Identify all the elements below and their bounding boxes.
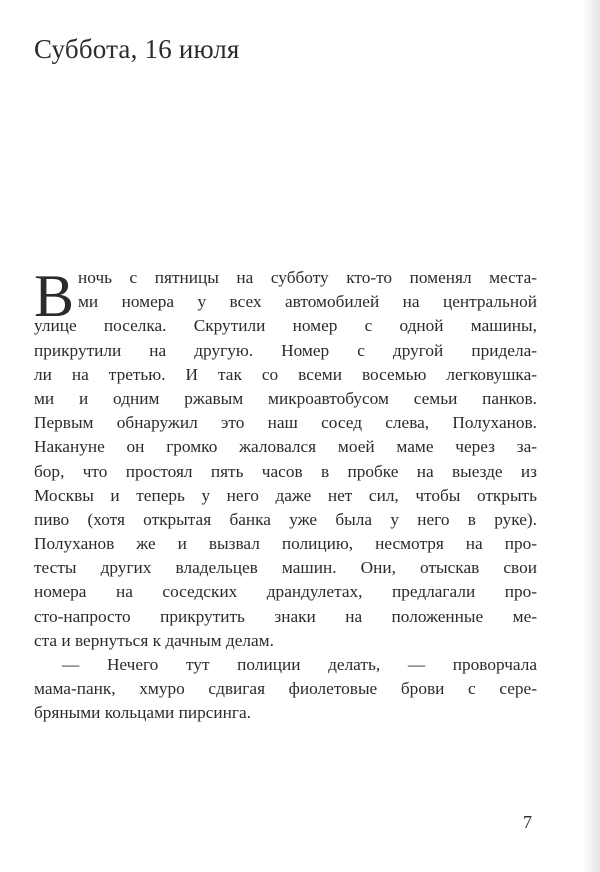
text-line: Москвы и теперь у него даже нет сил, чтобы открыть	[34, 485, 537, 505]
text-line: мама-панк, хмуро сдвигая фиолетовые брови с сере-	[34, 679, 537, 699]
text-line: ми номера у всех автомобилей на центральной	[78, 292, 537, 312]
text-line: прикрутили на другую. Номер с другой придела-	[34, 340, 537, 360]
page-number: 7	[523, 812, 532, 832]
text-line: ли на третью. И так со всеми восемью легковушка-	[34, 364, 537, 384]
text-line: Полуханов же и вызвал полицию, несмотря на про-	[34, 534, 537, 554]
text-line: пиво (хотя открытая банка уже была у него в руке).	[34, 509, 537, 529]
text-line: — Нечего тут полиции делать, — проворчала	[62, 655, 537, 674]
text-line: тесты других владельцев машин. Они, отыскав свои	[34, 558, 537, 578]
page-edge-shadow	[582, 0, 600, 872]
text-line: сто-напросто прикрутить знаки на положенные ме-	[34, 606, 537, 626]
text-line: бряными кольцами пирсинга.	[34, 703, 251, 723]
text-line: бор, что простоял пять часов в пробке на выезде из	[34, 461, 537, 481]
chapter-title: Суббота, 16 июля	[34, 34, 240, 64]
text-line: Накануне он громко жаловался моей маме через за-	[34, 437, 537, 457]
text-line: ночь с пятницы на субботу кто-то поменял места-	[78, 268, 537, 287]
text-line: номера на соседских драндулетах, предлагали про-	[34, 582, 537, 602]
text-line: Первым обнаружил это наш сосед слева, Полуханов.	[34, 413, 537, 433]
text-line: ми и одним ржавым микроавтобусом семьи панков.	[34, 388, 537, 408]
text-line: ста и вернуться к дачным делам.	[34, 630, 274, 650]
drop-cap: В	[34, 263, 75, 329]
body-text	[34, 263, 537, 726]
text-line: улице поселка. Скрутили номер с одной машины,	[34, 316, 537, 336]
